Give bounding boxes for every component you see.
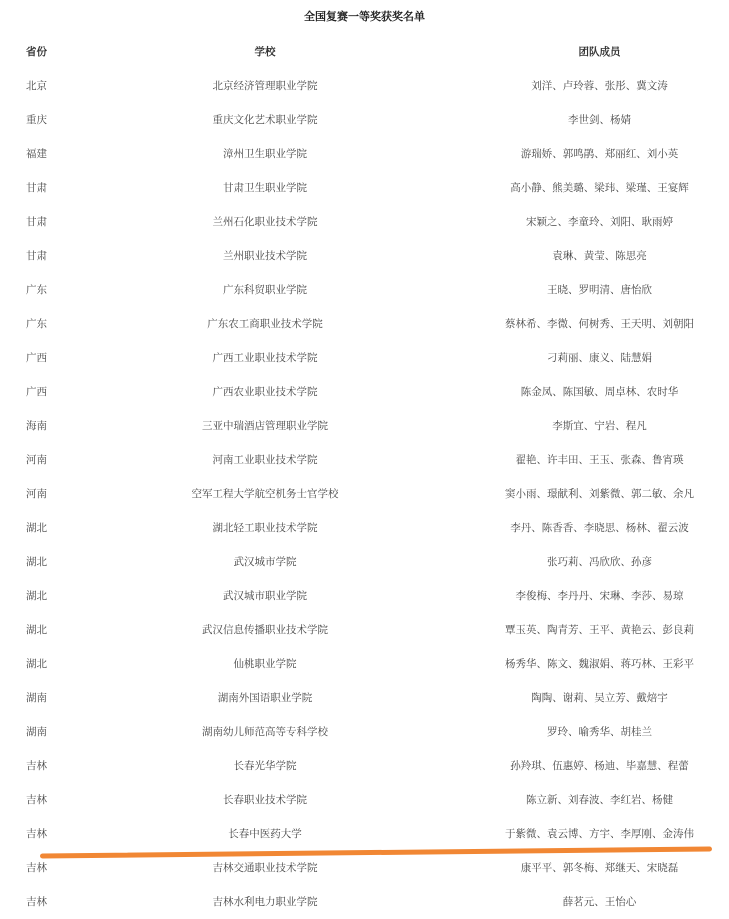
- table-body: [0, 68, 729, 918]
- table-row: [0, 408, 729, 442]
- row-members: 李丹、陈香香、李晓思、杨林、翟云波: [510, 521, 689, 534]
- row-members: 宋颖之、李童玲、刘阳、耿雨婷: [526, 215, 673, 228]
- row-school: 武汉信息传播职业技术学院: [202, 623, 328, 636]
- row-school: 广西工业职业技术学院: [212, 351, 318, 364]
- row-province: 甘肃: [26, 181, 47, 194]
- row-province: 河南: [26, 487, 47, 500]
- table-row: [0, 442, 729, 476]
- table-row: [0, 544, 729, 578]
- row-school: 广东农工商职业技术学院: [207, 317, 323, 330]
- row-province: 海南: [26, 419, 47, 432]
- row-province: 广东: [26, 283, 47, 296]
- row-members: 陈立新、刘春波、李红岩、杨健: [526, 793, 673, 806]
- table-row: [0, 68, 729, 102]
- page-title: 全国复赛一等奖获奖名单: [304, 10, 425, 23]
- row-members: 刁莉丽、康义、陆慧娟: [547, 351, 652, 364]
- row-school: 河南工业职业技术学院: [212, 453, 318, 466]
- row-members: 高小静、熊美璐、梁玮、梁瑾、王宴辉: [510, 181, 689, 194]
- row-members: 罗玲、喻秀华、胡桂兰: [547, 725, 652, 738]
- row-members: 李斯宜、宁岩、程凡: [552, 419, 647, 432]
- row-school: 武汉城市学院: [233, 555, 297, 568]
- row-members: 陶陶、谢莉、吴立芳、戴焙宇: [531, 691, 668, 704]
- row-province: 福建: [26, 147, 47, 160]
- row-province: 吉林: [26, 895, 47, 908]
- row-province: 广西: [26, 351, 47, 364]
- row-school: 北京经济管理职业学院: [212, 79, 318, 92]
- table-row: [0, 646, 729, 680]
- row-members: 康平平、郭冬梅、郑继天、宋晓磊: [520, 861, 679, 874]
- row-members: 窦小雨、璟献利、刘紫微、郭二敏、余凡: [505, 487, 694, 500]
- row-members: 孙羚琪、伍惠婷、杨迪、毕嘉慧、程蕾: [510, 759, 689, 772]
- row-province: 湖北: [26, 521, 47, 534]
- table-row: [0, 272, 729, 306]
- row-school: 兰州职业技术学院: [223, 249, 307, 262]
- table-row: [0, 306, 729, 340]
- table-row: [0, 782, 729, 816]
- row-province: 河南: [26, 453, 47, 466]
- row-members: 于紫微、袁云博、方宇、李厚刚、金涛伟: [505, 827, 694, 840]
- row-members: 刘洋、卢玲蓉、张彤、冀文涛: [531, 79, 668, 92]
- row-school: 吉林水利电力职业学院: [212, 895, 318, 908]
- header-province: 省份: [26, 45, 47, 58]
- table-row: [0, 238, 729, 272]
- table-row: [0, 816, 729, 850]
- row-province: 甘肃: [26, 215, 47, 228]
- table-row: [0, 136, 729, 170]
- row-members: 杨秀华、陈文、魏淑娟、蒋巧林、王彩平: [505, 657, 694, 670]
- row-province: 北京: [26, 79, 47, 92]
- row-members: 李俊梅、李丹丹、宋琳、李莎、易琼: [515, 589, 684, 602]
- row-province: 广东: [26, 317, 47, 330]
- table-header: [0, 34, 729, 68]
- row-school: 长春光华学院: [233, 759, 297, 772]
- row-province: 湖北: [26, 623, 47, 636]
- row-province: 湖北: [26, 657, 47, 670]
- row-school: 湖北轻工职业技术学院: [212, 521, 318, 534]
- row-school: 甘肃卫生职业学院: [223, 181, 307, 194]
- award-table: [0, 34, 729, 918]
- table-row: [0, 714, 729, 748]
- row-province: 湖北: [26, 589, 47, 602]
- table-row: [0, 748, 729, 782]
- table-row: [0, 170, 729, 204]
- row-school: 吉林交通职业技术学院: [212, 861, 318, 874]
- table-row: [0, 476, 729, 510]
- row-province: 吉林: [26, 861, 47, 874]
- row-province: 吉林: [26, 759, 47, 772]
- header-school: 学校: [254, 45, 276, 58]
- row-school: 湖南外国语职业学院: [217, 691, 313, 704]
- row-members: 王晓、罗明清、唐怡欣: [547, 283, 652, 296]
- row-school: 兰州石化职业技术学院: [212, 215, 318, 228]
- row-members: 李世剑、杨婧: [568, 113, 631, 126]
- row-school: 武汉城市职业学院: [223, 589, 307, 602]
- row-school: 三亚中瑞酒店管理职业学院: [202, 419, 328, 432]
- row-province: 甘肃: [26, 249, 47, 262]
- row-members: 陈金凤、陈国敏、周卓林、农时华: [520, 385, 679, 398]
- table-row: [0, 374, 729, 408]
- row-province: 湖南: [26, 725, 47, 738]
- row-members: 翟艳、许丰田、王玉、张森、鲁宵瑛: [515, 453, 684, 466]
- row-members: 薛茗元、王怡心: [562, 895, 637, 908]
- table-row: [0, 578, 729, 612]
- row-province: 吉林: [26, 793, 47, 806]
- row-members: 袁琳、黄莹、陈思亮: [552, 249, 647, 262]
- row-province: 湖南: [26, 691, 47, 704]
- row-school: 空军工程大学航空机务士官学校: [191, 487, 339, 500]
- row-school: 长春中医药大学: [228, 827, 302, 840]
- row-province: 湖北: [26, 555, 47, 568]
- row-school: 广西农业职业技术学院: [212, 385, 318, 398]
- row-members: 游瑞娇、郭鸣鹃、郑丽红、刘小英: [520, 147, 679, 160]
- table-row: [0, 612, 729, 646]
- table-row: [0, 510, 729, 544]
- row-school: 仙桃职业学院: [233, 657, 297, 670]
- table-row: [0, 204, 729, 238]
- row-school: 长春职业技术学院: [223, 793, 307, 806]
- row-school: 湖南幼儿师范高等专科学校: [202, 725, 328, 738]
- row-school: 漳州卫生职业学院: [223, 147, 307, 160]
- row-members: 蔡林希、李微、何树秀、王天明、刘朝阳: [505, 317, 694, 330]
- row-school: 广东科贸职业学院: [223, 283, 307, 296]
- row-members: 覃玉英、陶青芳、王平、黄艳云、彭良莉: [505, 623, 694, 636]
- table-row: [0, 884, 729, 918]
- table-row: [0, 680, 729, 714]
- row-province: 重庆: [26, 113, 47, 126]
- table-row: [0, 340, 729, 374]
- row-province: 吉林: [26, 827, 47, 840]
- row-members: 张巧莉、冯欣欣、孙彦: [547, 555, 652, 568]
- row-province: 广西: [26, 385, 47, 398]
- row-school: 重庆文化艺术职业学院: [212, 113, 318, 126]
- table-row: [0, 102, 729, 136]
- header-members: 团队成员: [578, 45, 621, 58]
